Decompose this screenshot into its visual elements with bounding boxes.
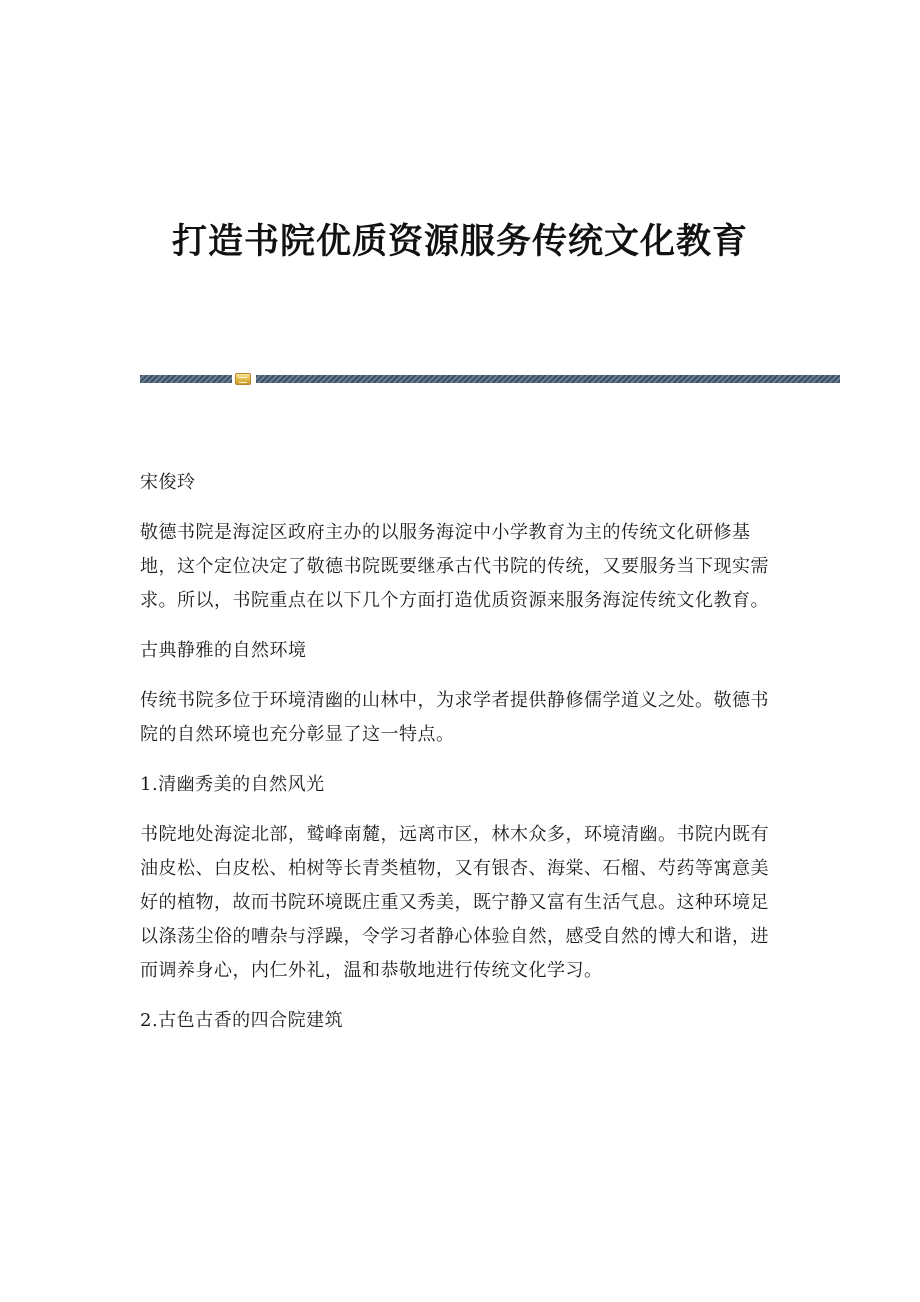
paragraph-scenery: 书院地处海淀北部，鹫峰南麓，远离市区，林木众多，环境清幽。书院内既有油皮松、白皮松、柏树等长青类植物，又有银杏、海棠、石榴、芍药等寓意美好的植物，故而书院环境既庄重又秀美，既宁静又富有生活气息。这种环境足以涤荡尘俗的嘈杂与浮躁，令学习者静心体验自然，感受自然的博大和谐，进而调养身心，内仁外礼，温和恭敬地进行传统文化学习。 (140, 824, 769, 981)
author-name: 宋俊玲 (140, 472, 196, 493)
title-divider (140, 375, 840, 383)
divider-bar-left (140, 375, 232, 383)
document-body (140, 466, 785, 1038)
divider-bar-right (256, 375, 840, 383)
subsection-heading-1: 1.清幽秀美的自然风光 (140, 774, 325, 795)
document-title: 打造书院优质资源服务传统文化教育 (171, 221, 748, 262)
paragraph-intro: 敬德书院是海淀区政府主办的以服务海淀中小学教育为主的传统文化研修基地，这个定位决定了敬德书院既要继承古代书院的传统，又要服务当下现实需求。所以，书院重点在以下几个方面打造优质资源来服务海淀传统文化教育。 (140, 522, 769, 611)
paragraph-environment: 传统书院多位于环境清幽的山林中，为求学者提供静修儒学道义之处。敬德书院的自然环境也充分彰显了这一特点。 (140, 690, 769, 745)
section-heading: 古典静雅的自然环境 (140, 640, 307, 661)
divider-ornament-icon (235, 373, 251, 385)
subsection-heading-2: 2.古色古香的四合院建筑 (140, 1010, 344, 1031)
